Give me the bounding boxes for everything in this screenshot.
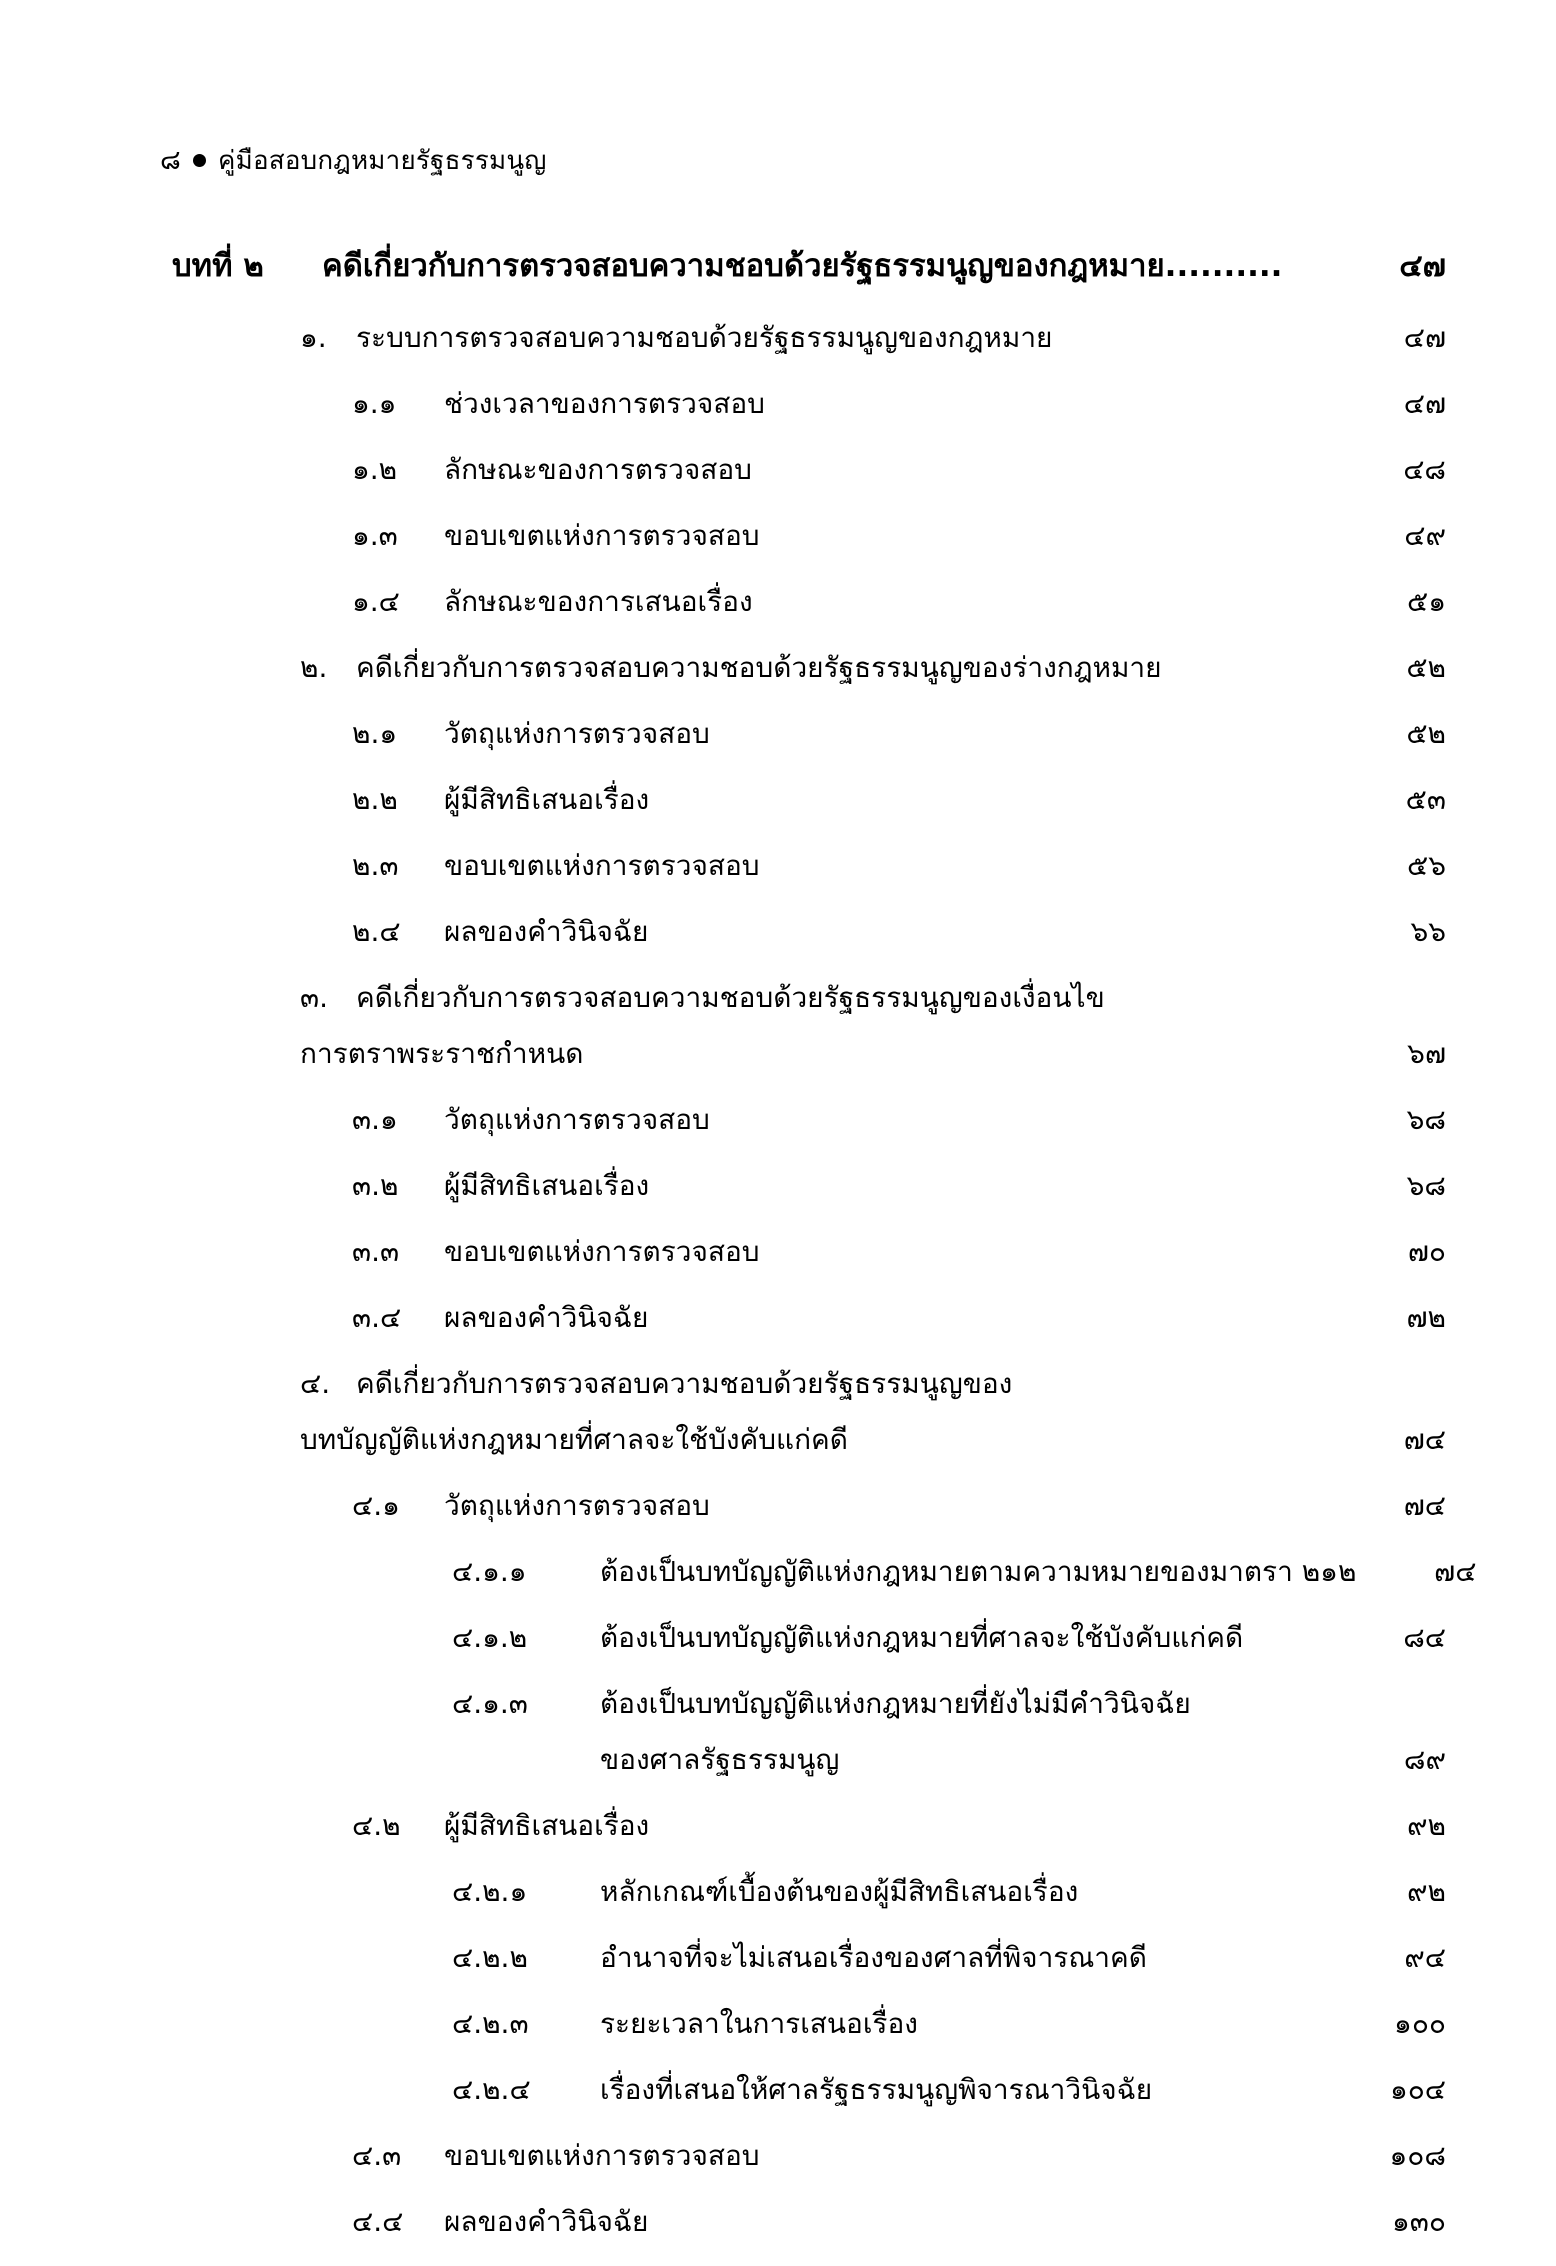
toc-entry[interactable] [0,778,1556,822]
toc-entry-page-number: ๖๖ [1410,915,1446,948]
toc-entry[interactable] [0,1230,1556,1274]
toc-entry-number: ๔.๒.๑ [452,1875,528,1908]
toc-entry-title: ลักษณะของการตรวจสอบ [444,453,752,486]
toc-entry-number: ๓.๔ [352,1301,402,1334]
toc-entry-number: ๑.๓ [352,519,398,552]
toc-entry-title: ผู้มีสิทธิเสนอเรื่อง [444,1809,650,1842]
toc-entry-number: ๔.๑ [352,1489,400,1522]
toc-entry-page-number: ๑๐๘ [1389,2139,1446,2172]
toc-entry-title: วัตถุแห่งการตรวจสอบ [444,717,710,750]
toc-entry[interactable] [0,1484,1556,1528]
toc-entry-number: ๓. [300,981,329,1014]
toc-entry-page-number: ๗๒ [1406,1301,1446,1334]
toc-entry-title: ช่วงเวลาของการตรวจสอบ [444,387,765,420]
toc-entry[interactable] [0,1682,1556,1726]
toc-entry[interactable] [0,712,1556,756]
bullet-separator-icon [193,154,206,167]
toc-entry-number: ๔.๒.๒ [452,1941,528,1974]
toc-entry-page-number: ๑๐๐ [1394,2007,1446,2040]
toc-entry[interactable] [0,1296,1556,1340]
toc-entry[interactable] [0,1870,1556,1914]
toc-entry-title: ต้องเป็นบทบัญญัติแห่งกฎหมายที่ศาลจะใช้บังคับแก่คดี [600,1621,1244,1654]
running-head [160,142,547,180]
toc-entry-page-number: ๕๓ [1405,783,1446,816]
toc-entry-title: ขอบเขตแห่งการตรวจสอบ [444,849,760,882]
toc-entry-title: ของศาลรัฐธรรมนูญ [600,1743,840,1776]
toc-entry-page-number: ๙๔ [1404,1941,1446,1974]
toc-entry[interactable] [0,1164,1556,1208]
page-folio-number: ๘ [160,145,182,176]
toc-entry-page-number: ๗๔ [1403,1423,1446,1456]
toc-entry-title: ขอบเขตแห่งการตรวจสอบ [444,2139,760,2172]
toc-entry-number: ๔.๔ [352,2205,404,2238]
toc-entry-number: ๔.๑.๓ [452,1687,528,1720]
toc-entry-page-number: ๔๗ [1403,387,1446,420]
toc-entry-page-number: ๕๖ [1407,849,1446,882]
toc-entry-title: ขอบเขตแห่งการตรวจสอบ [444,1235,760,1268]
toc-entry-page-number: ๕๒ [1406,651,1446,684]
toc-entry[interactable] [0,1616,1556,1660]
toc-entry[interactable] [0,646,1556,690]
toc-entry-title: ระบบการตรวจสอบความชอบด้วยรัฐธรรมนูญของกฎหมาย [356,321,1053,354]
toc-entry-title: ขอบเขตแห่งการตรวจสอบ [444,519,760,552]
toc-entry-number: บทที่ ๒ [172,248,264,284]
toc-entry[interactable] [0,2200,1556,2244]
toc-entry[interactable] [0,844,1556,888]
toc-entry-title: หลักเกณฑ์เบื้องต้นของผู้มีสิทธิเสนอเรื่อง [600,1875,1079,1908]
toc-entry-page-number: ๑๐๔ [1389,2073,1446,2106]
toc-entry[interactable] [0,1362,1556,1406]
toc-entry-number: ๒. [300,651,328,684]
toc-entry[interactable] [0,448,1556,492]
toc-entry-page-number: ๔๙ [1404,519,1446,552]
toc-entry-page-number: ๘๙ [1403,1743,1446,1776]
toc-entry-title: ผู้มีสิทธิเสนอเรื่อง [444,783,650,816]
toc-entry-page-number: ๖๗ [1407,1037,1446,1070]
toc-entry-title: คดีเกี่ยวกับการตรวจสอบความชอบด้วยรัฐธรรมนูญของร่างกฎหมาย [356,651,1162,684]
toc-entry[interactable] [0,2002,1556,2046]
toc-entry-title: ผู้มีสิทธิเสนอเรื่อง [444,1169,650,1202]
toc-entry[interactable] [0,2134,1556,2178]
toc-entry-page-number: ๗๔ [1434,1555,1477,1588]
toc-entry-title: วัตถุแห่งการตรวจสอบ [444,1103,710,1136]
toc-entry[interactable] [0,2068,1556,2112]
table-of-contents [0,240,1556,2266]
toc-entry[interactable] [0,1418,1556,1462]
toc-entry-page-number: ๔๗ [1399,248,1446,284]
toc-entry-number: ๔.๒.๓ [452,2007,529,2040]
toc-entry-title: คดีเกี่ยวกับการตรวจสอบความชอบด้วยรัฐธรรมนูญของกฎหมาย.......... [322,248,1283,284]
toc-entry-number: ๒.๔ [352,915,401,948]
toc-entry[interactable] [0,1738,1556,1782]
toc-entry-number: ๔. [300,1367,331,1400]
toc-entry-page-number: ๑๓๐ [1391,2205,1446,2238]
toc-entry-number: ๑.๑ [352,387,397,420]
toc-entry-number: ๒.๓ [352,849,399,882]
toc-entry-number: ๑. [300,321,327,354]
toc-entry[interactable] [0,1550,1556,1594]
toc-entry-page-number: ๖๘ [1406,1103,1446,1136]
toc-entry[interactable] [0,1804,1556,1848]
toc-entry-number: ๒.๑ [352,717,398,750]
toc-entry[interactable] [0,1032,1556,1076]
toc-entry-title: บทบัญญัติแห่งกฎหมายที่ศาลจะใช้บังคับแก่คดี [300,1423,848,1456]
toc-entry-page-number: ๕๒ [1406,717,1446,750]
toc-entry-title: ผลของคำวินิจฉัย [444,915,649,948]
book-title: คู่มือสอบกฎหมายรัฐธรรมนูญ [218,145,547,176]
toc-entry-title: ระยะเวลาในการเสนอเรื่อง [600,2007,918,2040]
toc-entry-page-number: ๗๐ [1407,1235,1446,1268]
toc-entry[interactable] [0,240,1556,290]
toc-entry[interactable] [0,976,1556,1020]
toc-entry-number: ๔.๓ [352,2139,402,2172]
toc-entry-title: ต้องเป็นบทบัญญัติแห่งกฎหมายที่ยังไม่มีคำวินิจฉัย [600,1687,1191,1720]
toc-entry-title: การตราพระราชกำหนด [300,1037,584,1070]
toc-entry-page-number: ๙๒ [1407,1809,1446,1842]
toc-entry-page-number: ๔๗ [1403,321,1446,354]
toc-entry-number: ๓.๓ [352,1235,400,1268]
toc-entry-page-number: ๘๔ [1403,1621,1446,1654]
toc-entry-page-number: ๕๑ [1407,585,1446,618]
toc-entry-title: เรื่องที่เสนอให้ศาลรัฐธรรมนูญพิจารณาวินิจฉัย [600,2073,1153,2106]
toc-entry-title: คดีเกี่ยวกับการตรวจสอบความชอบด้วยรัฐธรรมนูญของ [356,1367,1013,1400]
toc-entry-page-number: ๗๔ [1403,1489,1446,1522]
toc-entry-title: คดีเกี่ยวกับการตรวจสอบความชอบด้วยรัฐธรรมนูญของเงื่อนไข [356,981,1105,1014]
toc-entry[interactable] [0,910,1556,954]
toc-entry[interactable] [0,1098,1556,1142]
toc-entry[interactable] [0,382,1556,426]
toc-entry-title: ลักษณะของการเสนอเรื่อง [444,585,753,618]
toc-entry-number: ๒.๒ [352,783,398,816]
toc-entry-number: ๔.๒.๔ [452,2073,531,2106]
toc-entry-number: ๔.๑.๒ [452,1621,528,1654]
toc-entry-number: ๔.๑.๑ [452,1555,527,1588]
toc-entry-title: ผลของคำวินิจฉัย [444,2205,649,2238]
toc-entry-title: อำนาจที่จะไม่เสนอเรื่องของศาลที่พิจารณาคดี [600,1941,1147,1974]
toc-entry-number: ๑.๔ [352,585,400,618]
toc-entry-page-number: ๔๘ [1403,453,1446,486]
toc-entry-number: ๔.๒ [352,1809,401,1842]
toc-entry-title: ต้องเป็นบทบัญญัติแห่งกฎหมายตามความหมายของมาตรา ๒๑๒ [600,1555,1357,1588]
toc-entry-number: ๑.๒ [352,453,398,486]
toc-entry-page-number: ๙๒ [1407,1875,1446,1908]
toc-entry[interactable] [0,514,1556,558]
toc-entry-title: ผลของคำวินิจฉัย [444,1301,649,1334]
toc-entry-number: ๓.๑ [352,1103,398,1136]
toc-entry[interactable] [0,580,1556,624]
toc-entry[interactable] [0,1936,1556,1980]
toc-entry[interactable] [0,316,1556,360]
toc-entry-page-number: ๖๘ [1406,1169,1446,1202]
toc-entry-number: ๓.๒ [352,1169,399,1202]
toc-entry-title: วัตถุแห่งการตรวจสอบ [444,1489,710,1522]
